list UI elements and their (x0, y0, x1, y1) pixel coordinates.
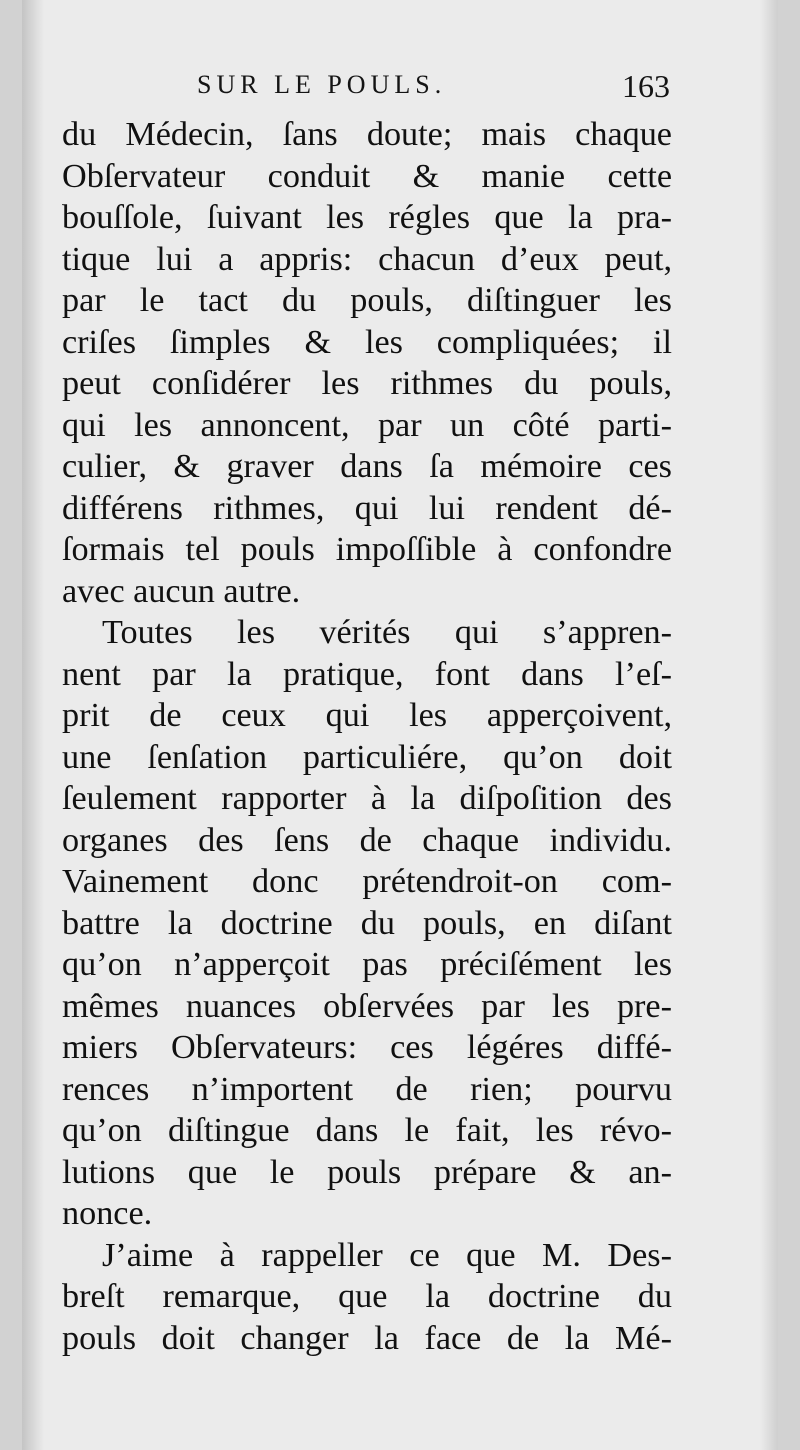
text-line: prit de ceux qui les apperçoivent, (62, 697, 672, 734)
text-line: organes des ſens de chaque individu. (62, 821, 672, 859)
text-line: Toutes les vérités qui s’appren- (102, 614, 672, 651)
text-line: bouſſole, ſuivant les régles que la pra- (62, 199, 672, 236)
text-line: par le tact du pouls, diſtinguer les (62, 282, 672, 319)
text-line: ſormais tel pouls impoſſible à confondre (62, 531, 672, 568)
running-head: SUR LE POULS. (197, 70, 447, 99)
body-text (62, 114, 672, 1359)
text-line: pouls doit changer la face de la Mé- (62, 1319, 672, 1357)
paragraph (62, 114, 672, 612)
text-line: J’aime à rappeller ce que M. Des- (102, 1236, 672, 1274)
paragraph (62, 1235, 672, 1360)
text-line: mêmes nuances obſervées par les pre- (62, 987, 672, 1025)
text-line: nonce. (62, 1195, 153, 1232)
text-line: breſt remarque, que la doctrine du (62, 1278, 672, 1315)
text-line: ſeulement rapporter à la diſpoſition des (62, 780, 672, 817)
text-line: différens rithmes, qui lui rendent dé- (62, 489, 672, 527)
text-line: avec aucun autre. (62, 572, 301, 610)
text-line: battre la doctrine du pouls, en diſant (62, 904, 672, 942)
text-line: tique lui a appris: chacun d’eux peut, (62, 240, 672, 278)
book-page (22, 0, 778, 1450)
text-line: qu’on n’apperçoit pas préciſément les (62, 946, 672, 983)
text-line: culier, & graver dans ſa mémoire ces (62, 448, 672, 485)
paragraph (62, 612, 672, 1235)
text-line: criſes ſimples & les compliquées; il (62, 323, 672, 361)
page-header (62, 64, 672, 112)
text-line: Obſervateur conduit & manie cette (62, 157, 672, 195)
text-line: qu’on diſtingue dans le fait, les révo- (62, 1112, 672, 1149)
text-line: Vainement donc prétendroit-on com- (62, 863, 672, 900)
text-line: rences n’importent de rien; pourvu (62, 1070, 672, 1108)
page-number: 163 (622, 68, 670, 104)
text-line: peut conſidérer les rithmes du pouls, (62, 365, 672, 402)
text-line: miers Obſervateurs: ces légéres diffé- (62, 1029, 672, 1066)
text-line: nent par la pratique, font dans l’eſ- (62, 655, 672, 693)
text-line: une ſenſation particuliére, qu’on doit (62, 738, 672, 776)
text-line: lutions que le pouls prépare & an- (62, 1153, 672, 1191)
text-line: qui les annoncent, par un côté parti- (62, 406, 672, 444)
text-line: du Médecin, ſans doute; mais chaque (62, 116, 672, 153)
